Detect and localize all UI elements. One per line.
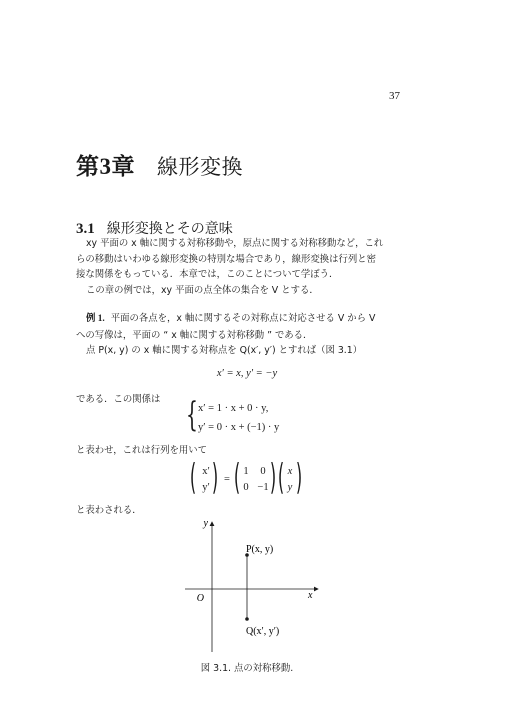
intro-line-4: この章の例では，xy 平面の点全体の集合を V とする． [86, 284, 319, 296]
y-axis-label: y [203, 518, 208, 529]
chapter-number: 第3章 [76, 154, 135, 179]
paren-open-matrix: ( [233, 457, 241, 498]
rhs-x: x [287, 466, 293, 477]
intro-line-3: 接な関係をもっている．本章では，このことについて学ぼう． [76, 269, 339, 280]
example-line-3: 点 P(x, y) の x 軸に関する対称点を Q(x′, y′) とすれば（図 3.1） [86, 345, 363, 356]
text-matrix-intro: と表わせ，これは行列を用いて [76, 445, 207, 456]
chapter-title: 線形変換 [157, 155, 243, 179]
left-brace: { [186, 395, 198, 435]
matrix-equation [189, 457, 310, 498]
example-label: 例 1. [86, 314, 105, 324]
paren-close-lhs: ) [211, 457, 219, 498]
section-heading [76, 218, 233, 238]
intro-paragraph [76, 236, 418, 298]
system-eq-1: x′ = 1 · x + 0 · y, [198, 403, 269, 414]
text-expressed: と表わされる． [76, 505, 142, 516]
page-number: 37 [389, 90, 400, 102]
example-line-1 [76, 311, 418, 328]
equation-1-text: x′ = x, y′ = −y [216, 368, 278, 379]
matrix-a12: 0 [260, 466, 266, 477]
equation-system [186, 395, 306, 440]
example-line-2: への写像は，平面の “ x 軸に関する対称移動 ” である． [76, 329, 313, 341]
paren-close-matrix: ) [269, 457, 277, 498]
point-p-label: P(x, y) [246, 544, 274, 555]
example-paragraph [76, 311, 418, 359]
point-q-dot [245, 617, 249, 621]
matrix-a21: 0 [243, 482, 249, 493]
chapter-heading [76, 148, 243, 181]
equals-sign: = [224, 474, 230, 485]
paren-close-rhs: ) [295, 457, 303, 498]
section-number: 3.1 [76, 221, 95, 237]
lhs-x-prime: x′ [202, 466, 210, 477]
intro-line-2: らの移動はいわゆる線形変換の特別な場合であり，線形変換は行列と密 [76, 253, 377, 265]
equation-reflection [76, 368, 418, 379]
figure-3-1 [180, 515, 330, 655]
x-axis-label: x [308, 590, 313, 601]
paren-open-lhs: ( [189, 457, 197, 498]
system-eq-2: y′ = 0 · x + (−1) · y [198, 422, 280, 433]
paren-open-rhs: ( [277, 457, 285, 498]
section-title: 線形変換とその意味 [106, 221, 233, 237]
intro-line-1: xy 平面の x 軸に関する対称移動や，原点に関する対称移動など，これ [86, 238, 384, 249]
text-relation: である．この関係は [76, 394, 161, 405]
rhs-y: y [287, 482, 293, 493]
matrix-a22: −1 [257, 482, 269, 493]
lhs-y-prime: y′ [202, 482, 210, 493]
matrix-a11: 1 [243, 466, 249, 477]
example-text-1: 平面の各点を，x 軸に関するその対称点に対応させる V から V [110, 313, 376, 324]
figure-caption: 図 3.1. 点の対称移動. [200, 663, 294, 674]
origin-label: O [196, 593, 204, 604]
point-q-label: Q(x′, y′) [246, 626, 280, 637]
